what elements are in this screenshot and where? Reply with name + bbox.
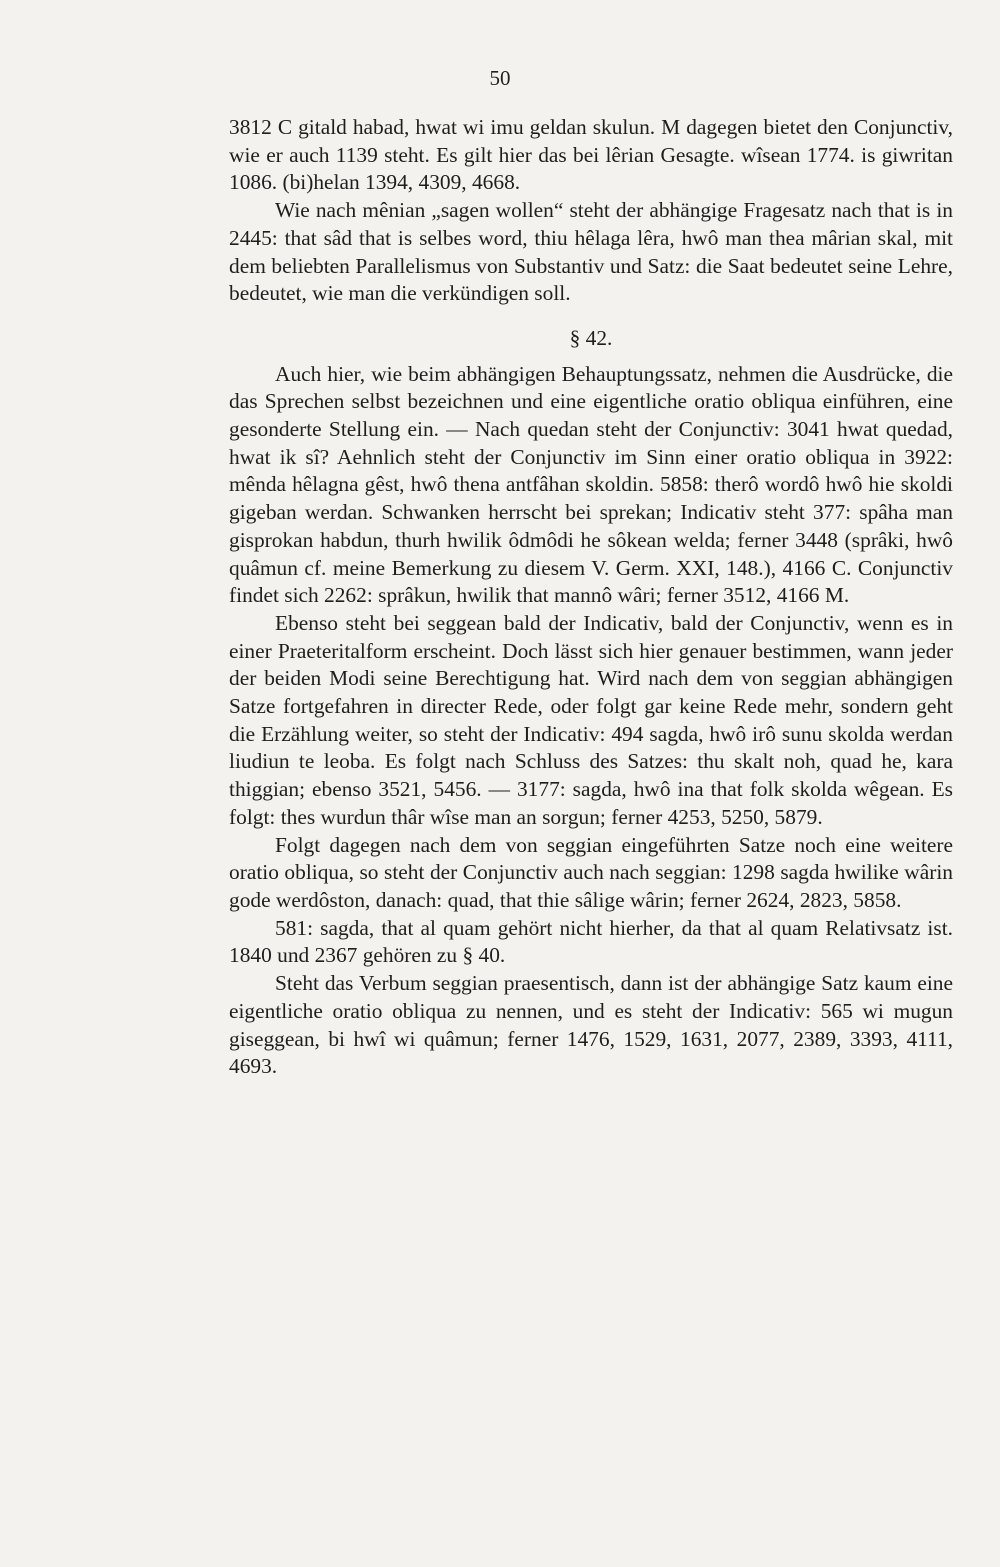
- paragraph: Folgt dagegen nach dem von seggian eingeführten Satze noch eine weitere oratio obliqua, so steht der Conjunctiv auch nach seggian: 1298 sagda hwilike wârin gode werdôston, danach: quad, that thie sâlige wârin; ferner 2624, 2823, 5858.: [229, 832, 953, 912]
- section-heading: § 42.: [569, 325, 613, 350]
- page-number: 50: [489, 66, 511, 90]
- paragraph: Auch hier, wie beim abhängigen Behauptungssatz, nehmen die Ausdrücke, die das Sprechen selbst bezeichnen und eine eigentliche oratio obliqua einführen, eine gesonderte Stellung ein. — Nach quedan steht der Conjunctiv: 3041 hwat quedad, hwat ik sî? Aehnlich steht der Conjunctiv im Sinn einer oratio obliqua in 3922: mênda hêlagna gêst, hwô thena antfâhan skoldin. 5858: therô wordô hwô hie skoldi gigeban werdan. Schwanken herrscht bei sprekan; Indicativ steht 377: spâha man gisprokan habdun, thurh hwilik ôdmôdi he sôkean welda; ferner 3448 (sprâki, hwô quâmun cf. meine Bemerkung zu diesem V. Germ. XXI, 148.), 4166 C. Conjunctiv findet sich 2262: sprâkun, hwilik that mannô wâri; ferner 3512, 4166 M.: [229, 361, 953, 608]
- paragraph: Steht das Verbum seggian praesentisch, dann ist der abhängige Satz kaum eine eigentliche oratio obliqua zu nennen, und es steht der Indicativ: 565 wi mugun giseggean, bi hwî wi quâmun; ferner 1476, 1529, 1631, 2077, 2389, 3393, 4111, 4693.: [229, 971, 953, 1079]
- paragraph: Ebenso steht bei seggean bald der Indicativ, bald der Conjunctiv, wenn es in einer Praeteritalform erscheint. Doch lässt sich hier genauer bestimmen, wann jeder der beiden Modi seine Berechtigung hat. Wird nach dem von seggian abhängigen Satze fortgefahren in directer Rede, oder folgt gar keine Rede mehr, sondern geht die Erzählung weiter, so steht der Indicativ: 494 sagda, hwô irô sunu skolda werdan liudiun te leoba. Es folgt nach Schluss des Satzes: thu skalt noh, quad he, kara thiggian; ebenso 3521, 5456. — 3177: sagda, hwô ina that folk skolda wêgean. Es folgt: thes wurdun thâr wîse man an sorgun; ferner 4253, 5250, 5879.: [229, 610, 953, 829]
- paragraph: Wie nach mênian „sagen wollen“ steht der abhängige Fragesatz nach that is in 2445: that sâd that is selbes word, thiu hêlaga lêra, hwô man thea mârian skal, mit dem beliebten Parallelismus von Substantiv und Satz: die Saat bedeutet seine Lehre, bedeutet, wie man die verkündigen soll.: [229, 198, 953, 306]
- body-text: [229, 114, 953, 1081]
- paragraph: 581: sagda, that al quam gehört nicht hierher, da that al quam Relativsatz ist. 1840 und 2367 gehören zu § 40.: [229, 915, 953, 968]
- paragraph: 3812 C gitald habad, hwat wi imu geldan skulun. M dagegen bietet den Conjunctiv, wie er auch 1139 steht. Es gilt hier das bei lêrian Gesagte. wîsean 1774. is giwritan 1086. (bi)helan 1394, 4309, 4668.: [229, 115, 953, 195]
